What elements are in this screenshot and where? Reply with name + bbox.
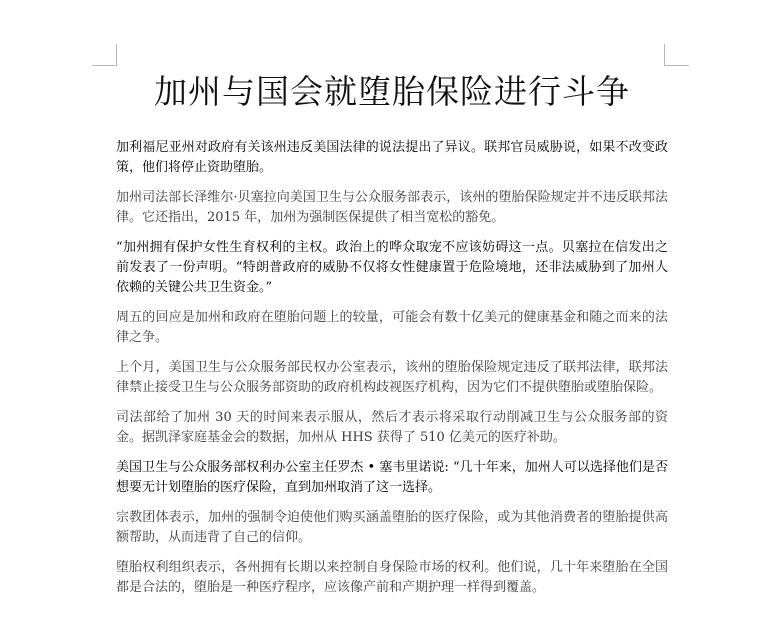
paragraph: 宗教团体表示，加州的强制令迫使他们购买涵盖堕胎的医疗保险，或为其他消费者的堕胎提供高额帮助，从而违背了自己的信仰。	[116, 510, 668, 545]
paragraph: 上个月，美国卫生与公众服务部民权办公室表示，该州的堕胎保险规定违反了联邦法律，联邦法律禁止接受卫生与公众服务部资助的政府机构歧视医疗机构，因为它们不提供堕胎或堕胎保险。	[116, 360, 668, 395]
paragraph: 加州司法部长泽维尔·贝塞拉向美国卫生与公众服务部表示，该州的堕胎保险规定并不违反联邦法律。它还指出，2015 年，加州为强制医保提供了相当宽松的豁免。	[116, 190, 668, 225]
paragraph: 美国卫生与公众服务部权利办公室主任罗杰 • 塞韦里诺说: “几十年来，加州人可以选择他们是否想要无计划堕胎的医疗保险，直到加州取消了这一选择。	[116, 460, 668, 495]
paragraph: “加州拥有保护女性生育权利的主权。政治上的哗众取宠不应该妨碍这一点。贝塞拉在信发出之前发表了一份声明。“特朗普政府的威胁不仅将女性健康置于危险境地，还非法威胁到了加州人依赖的关键公共卫生资金。”	[116, 240, 668, 295]
margin-corner-mark	[116, 44, 117, 66]
document-content[interactable]	[116, 64, 668, 608]
paragraph: 周五的回应是加州和政府在堕胎问题上的较量，可能会有数十亿美元的健康基金和随之而来的法律之争。	[116, 310, 668, 345]
margin-corner-mark	[92, 65, 117, 66]
paragraph: 加利福尼亚州对政府有关该州违反美国法律的说法提出了异议。联邦官员威胁说，如果不改变政策，他们将停止资助堕胎。	[116, 140, 668, 175]
paragraph: 司法部给了加州 30 天的时间来表示服从，然后才表示将采取行动削减卫生与公众服务部的资金。据凯泽家庭基金会的数据，加州从 HHS 获得了 510 亿美元的医疗补助。	[116, 410, 668, 445]
margin-corner-mark	[664, 44, 665, 66]
document-title: 加州与国会就堕胎保险进行斗争	[154, 72, 630, 111]
paragraph: 堕胎权利组织表示，各州拥有长期以来控制自身保险市场的权利。他们说，几十年来堕胎在全国都是合法的，堕胎是一种医疗程序，应该像产前和产期护理一样得到覆盖。	[116, 560, 668, 595]
document-body	[116, 138, 668, 598]
